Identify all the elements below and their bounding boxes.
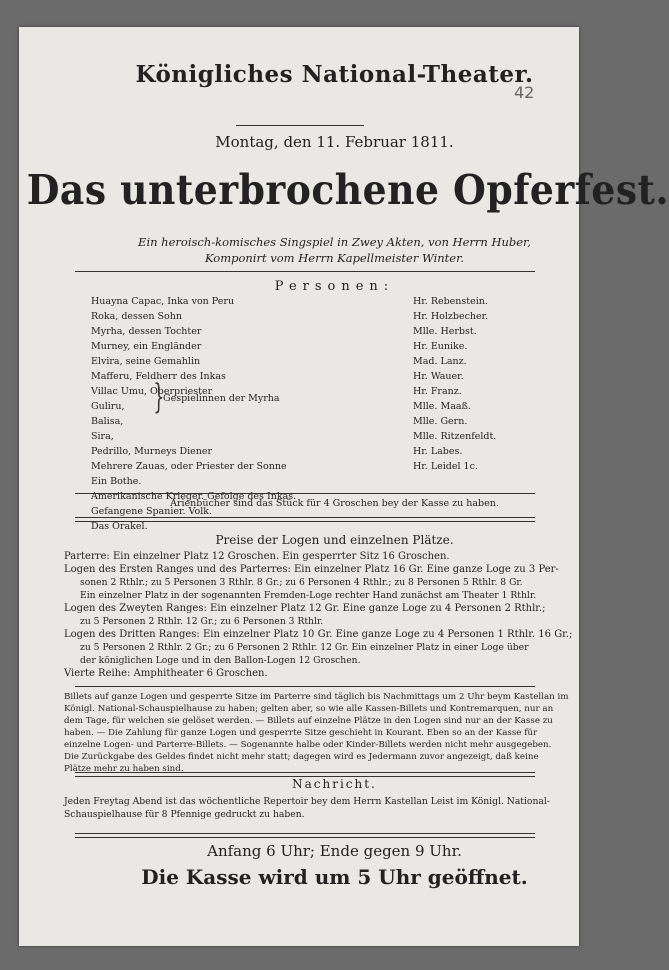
gespielinnen-label: Gespielinnen der Myrha [163,393,280,404]
cast-role: Mehrere Zauas, oder Priester der Sonne [91,461,287,472]
cast-role: Gefangene Spanier. Volk. [91,506,213,517]
price-line: Ein einzelner Platz in der sogenannten Fremden-Loge rechter Hand zunächst am Theater 1 Rthlr. [80,590,537,601]
cast-actor: Mlle. Ritzenfeldt. [413,431,497,442]
price-line: zu 5 Personen 2 Rthlr. 2 Gr.; zu 6 Personen 2 Rthlr. 12 Gr. Ein einzelner Platz in einer Loge über [80,642,529,653]
cast-heading: Personen: [274,279,395,294]
price-line: zu 5 Personen 2 Rthlr. 12 Gr.; zu 6 Personen 3 Rthlr. [80,616,324,627]
price-line: Logen des Zweyten Ranges: Ein einzelner Platz 12 Gr. Eine ganze Loge zu 4 Personen 2 Rthlr.; [64,603,546,614]
divider-rule [75,271,535,272]
cast-role: Villac Umu, Oberpriester [91,386,213,397]
price-line: Vierte Reihe: Amphitheater 6 Groschen. [64,668,268,679]
cast-role: Sira, [91,431,114,442]
billet-note-line: Billets auf ganze Logen und gesperrte Sitze im Parterre sind täglich bis Nachmittags um 2 Uhr beym Kastellan im [64,692,569,702]
cast-role: Das Orakel. [91,521,148,532]
billet-note-line: haben. — Die Zahlung für ganze Logen und gesperrte Sitze geschieht in Kourant. Eben so an der Kasse für [64,728,538,738]
brace-symbol: } [153,377,165,417]
cast-role: Pedrillo, Murneys Diener [91,446,213,457]
price-line: sonen 2 Rthlr.; zu 5 Personen 3 Rthlr. 8 Gr.; zu 6 Personen 4 Rthlr.; zu 8 Personen 5 Rthlr. 8 Gr. [80,577,523,588]
cast-actor: Mad. Lanz. [413,356,467,367]
billet-note-line: Die Zurückgabe des Geldes findet nicht mehr statt; dagegen wird es Jedermann zuvor angezeigt, daß keine [64,752,539,762]
cast-role: Balisa, [91,416,124,427]
price-line: Logen des Dritten Ranges: Ein einzelner Platz 10 Gr. Eine ganze Loge zu 4 Personen 1 Rthlr. 16 Gr.; [64,629,573,640]
divider-rule [75,686,535,687]
cast-actor: Mlle. Maaß. [413,401,471,412]
billet-note-line: Königl. National-Schauspielhause zu haben; gelten aber, so wie alle Kassen-Billets und Kontremarquen, nur an [64,704,554,714]
cast-role: Roka, dessen Sohn [91,311,183,322]
cast-actor: Hr. Eunike. [413,341,468,352]
notice-heading: Nachricht. [292,777,377,791]
billet-note-line: einzelne Logen- und Parterre-Billets. — Sogenannte halbe oder Kinder-Billets werden nicht mehr ausgegeben. [64,740,552,750]
price-line: Parterre: Ein einzelner Platz 12 Groschen. Ein gesperrter Sitz 16 Groschen. [64,551,450,562]
archive-number: 42 [514,83,535,102]
prices-heading: Preise der Logen und einzelnen Plätze. [215,533,454,547]
cast-role: Murney, ein Engländer [91,341,202,352]
cast-role: Ein Bothe. [91,476,142,487]
billet-note-line: Plätze mehr zu haben sind. [64,764,184,774]
cast-actor: Hr. Labes. [413,446,463,457]
box-office-opening: Die Kasse wird um 5 Uhr geöffnet. [141,865,528,889]
double-divider-rule [75,833,535,838]
cast-role: Amerikanische Krieger. Gefolge des Inkas. [91,491,297,502]
cast-actor: Mlle. Herbst. [413,326,477,337]
cast-actor: Mlle. Gern. [413,416,468,427]
cast-actor: Hr. Wauer. [413,371,464,382]
cast-actor: Hr. Franz. [413,386,462,397]
cast-role: Guliru, [91,401,125,412]
notice-line: Jeden Freytag Abend ist das wöchentliche Repertoir bey dem Herrn Kastellan Leist im Königl. National- [64,796,550,807]
title-ornament-rule [236,125,364,126]
play-subtitle-2: Komponirt vom Herrn Kapellmeister Winter. [205,251,464,265]
divider-rule [75,493,535,494]
cast-actor: Hr. Rebenstein. [413,296,488,307]
arien-note: Arienbücher sind das Stück für 4 Groschen bey der Kasse zu haben. [170,498,499,509]
price-line: Logen des Ersten Ranges und des Parterres: Ein einzelner Platz 16 Gr. Eine ganze Loge zu 3 Per- [64,564,559,575]
cast-actor: Hr. Leidel 1c. [413,461,478,472]
notice-line: Schauspielhause für 8 Pfennige gedruckt zu haben. [64,809,305,820]
theater-name: Königliches National-Theater. [135,61,534,88]
cast-role: Mafferu, Feldherr des Inkas [91,371,226,382]
performance-date: Montag, den 11. Februar 1811. [215,133,454,151]
price-line: der königlichen Loge und in den Ballon-Logen 12 Groschen. [80,655,361,666]
cast-role: Myrha, dessen Tochter [91,326,202,337]
double-divider-rule [75,517,535,522]
cast-actor: Hr. Holzbecher. [413,311,489,322]
play-subtitle-1: Ein heroisch-komisches Singspiel in Zwey Akten, von Herrn Huber, [138,235,531,249]
start-time: Anfang 6 Uhr; Ende gegen 9 Uhr. [207,842,462,860]
cast-role: Huayna Capac, Inka von Peru [91,296,235,307]
play-title: Das unterbrochene Opferfest. [26,166,669,214]
cast-role: Elvira, seine Gemahlin [91,356,201,367]
billet-note-line: dem Tage, für welchen sie gelöset werden. — Billets auf einzelne Plätze in den Logen sind nur an der Kasse zu [64,716,553,726]
